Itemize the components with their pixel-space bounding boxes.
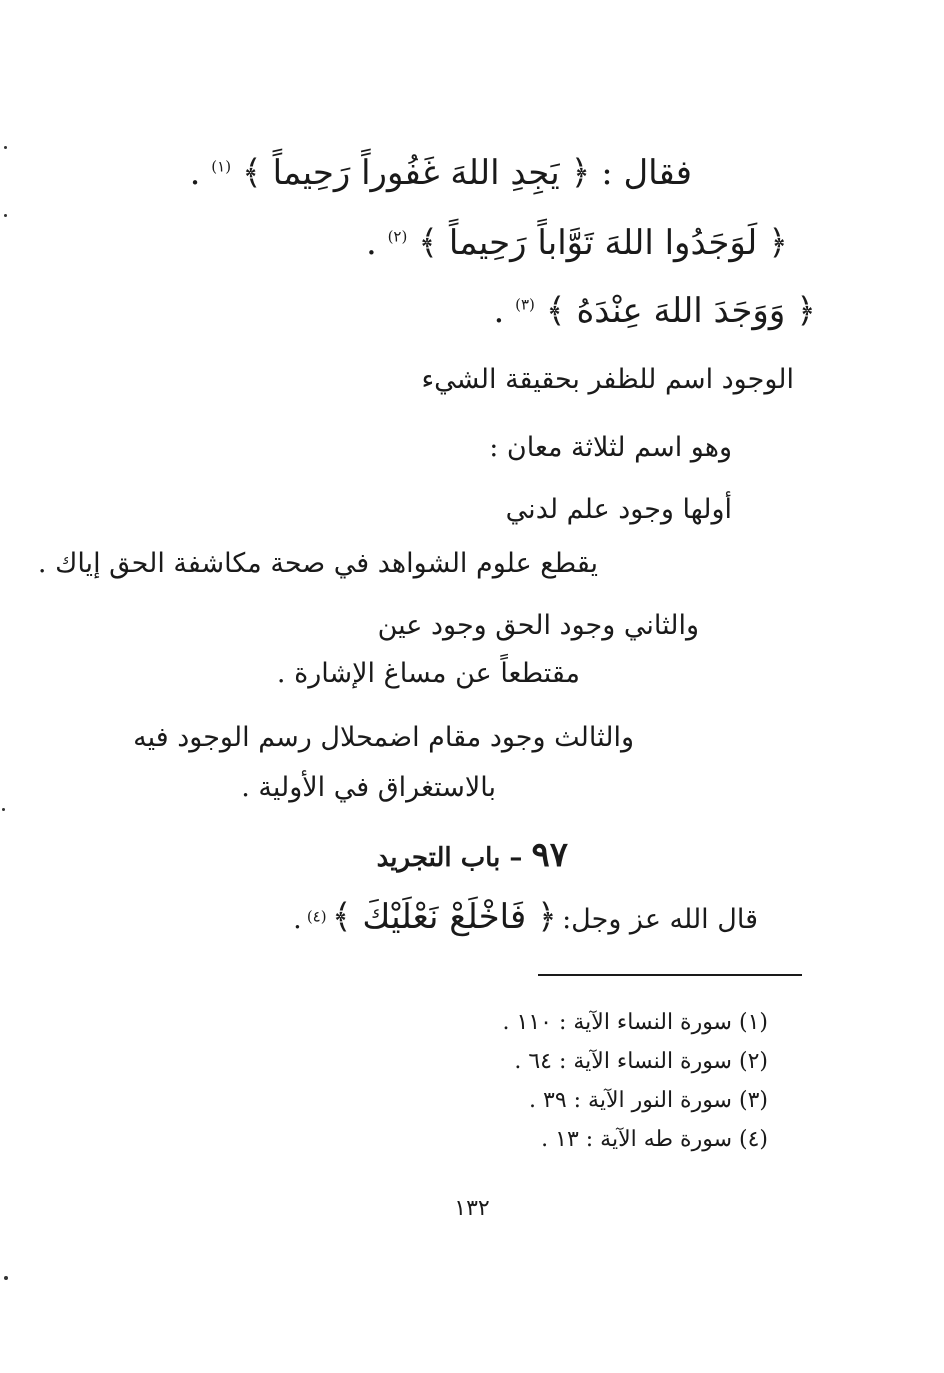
footnote-4: (٤) سورة طه الآية : ١٣ . xyxy=(541,1127,768,1152)
scan-speck xyxy=(4,146,7,149)
footnote-2: (٢) سورة النساء الآية : ٦٤ . xyxy=(514,1049,768,1074)
verse-end: . xyxy=(493,291,505,331)
scan-speck xyxy=(4,214,7,217)
paragraph-first-cont: يقطع علوم الشواهد في صحة مكاشفة الحق إياك . xyxy=(37,548,598,579)
section-dash: – xyxy=(509,843,523,873)
paragraph-second-cont: مقتطعاً عن مساغ الإشارة . xyxy=(276,658,580,689)
paragraph-three-meanings: وهو اسم لثلاثة معان : xyxy=(489,432,732,463)
paragraph-first: أولها وجود علم لدني xyxy=(505,494,732,525)
section-title: باب التجريد xyxy=(376,843,501,873)
footnote-separator xyxy=(538,974,802,976)
verse-prefix: قال الله عز وجل: xyxy=(562,904,758,935)
paragraph-third: والثالث وجود مقام اضمحلال رسم الوجود فيه xyxy=(133,722,634,753)
page-number: ١٣٢ xyxy=(454,1196,490,1221)
footnote-ref: (١) xyxy=(211,157,232,176)
verse-text: فقال : ﴿ يَجِدِ اللهَ غَفُوراً رَحِيماً ﴾ xyxy=(241,153,692,193)
verse-line-4 xyxy=(293,897,758,937)
section-number: ٩٧ xyxy=(531,835,568,875)
paragraph-definition: الوجود اسم للظفر بحقيقة الشيء xyxy=(421,364,794,395)
verse-text: ﴿ وَوَجَدَ اللهَ عِنْدَهُ ﴾ xyxy=(545,291,816,331)
footnote-1: (١) سورة النساء الآية : ١١٠ . xyxy=(502,1010,768,1035)
verse-line-2 xyxy=(365,223,788,263)
verse-end: . xyxy=(293,904,302,935)
verse-line-1 xyxy=(189,153,692,193)
scan-speck xyxy=(2,808,5,811)
footnote-ref: (٢) xyxy=(387,227,408,246)
verse-end: . xyxy=(365,223,377,263)
verse-text: ﴿ لَوَجَدُوا اللهَ تَوَّاباً رَحِيماً ﴾ xyxy=(418,223,788,263)
scan-speck xyxy=(4,1276,8,1280)
footnote-ref: (٣) xyxy=(515,295,535,314)
section-heading xyxy=(376,835,568,875)
footnote-3: (٣) سورة النور الآية : ٣٩ . xyxy=(529,1088,768,1113)
paragraph-second: والثاني وجود الحق وجود عين xyxy=(377,610,699,641)
verse-text: ﴿ فَاخْلَعْ نَعْلَيْكَ ﴾ xyxy=(331,897,557,937)
verse-end: . xyxy=(189,153,201,193)
paragraph-third-cont: بالاستغراق في الأولية . xyxy=(241,772,496,803)
verse-line-3 xyxy=(493,291,817,331)
footnote-ref: (٤) xyxy=(306,907,327,926)
